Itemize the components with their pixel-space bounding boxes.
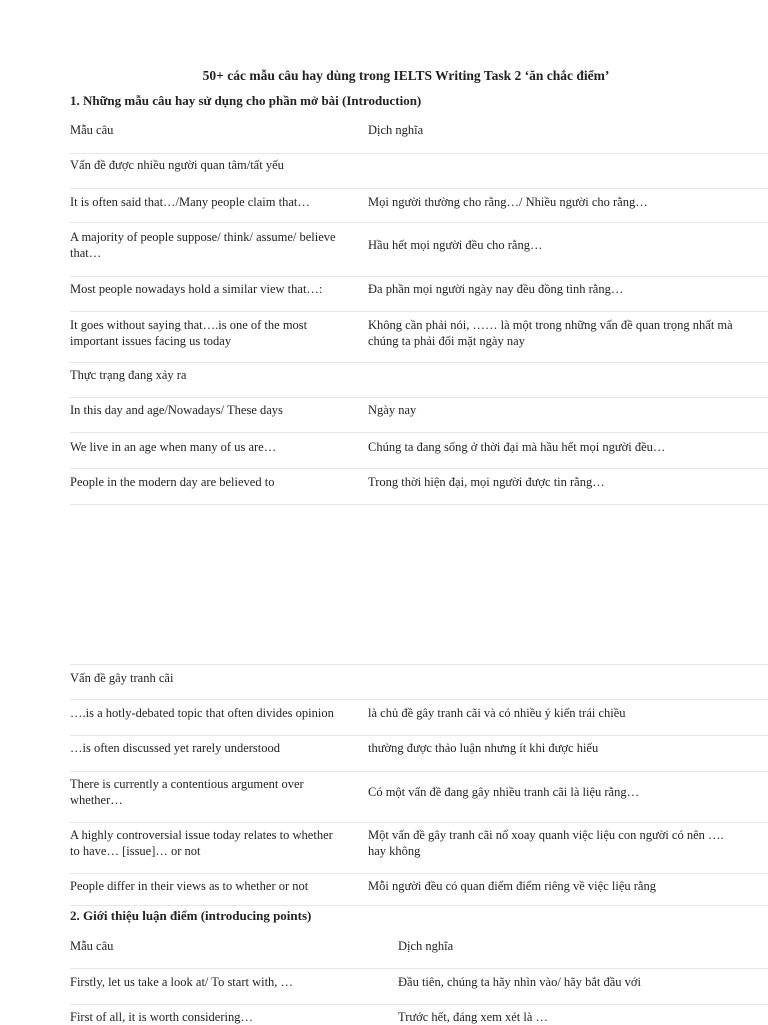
table-row-phrase: It goes without saying that….is one of the most important issues facing us today: [70, 318, 308, 348]
table-row-translation: Mọi người thường cho rằng…/ Nhiều người cho rằng…: [368, 195, 648, 209]
row-divider: [70, 153, 768, 154]
row-divider: [70, 699, 768, 700]
table-row-translation: Chúng ta đang sống ở thời đại mà hầu hết mọi người đều…: [368, 440, 666, 454]
row-divider: [70, 432, 768, 433]
table-row-translation: Đầu tiên, chúng ta hãy nhìn vào/ hãy bắt đầu với: [398, 975, 642, 989]
table-header-phrase: Mẫu câu: [70, 939, 114, 953]
table-row-translation: Mỗi người đều có quan điểm điểm riêng về việc liệu rằng: [368, 879, 656, 893]
row-divider: [70, 664, 768, 665]
table-row-phrase: There is currently a contentious argument over whether…: [70, 777, 304, 807]
table-row-phrase: It is often said that…/Many people claim that…: [70, 195, 310, 209]
row-divider: [70, 905, 768, 906]
row-divider: [70, 504, 768, 505]
table-row-translation: Không cần phải nói, …… là một trong những vấn đề quan trọng nhất mà chúng ta phải đối mặt ngày nay: [368, 318, 733, 348]
table-row-phrase: We live in an age when many of us are…: [70, 440, 277, 454]
table-row-translation: Hầu hết mọi người đều cho rằng…: [368, 238, 543, 252]
row-divider: [70, 222, 768, 223]
table-row-translation: thường được thảo luận nhưng ít khi được hiểu: [368, 741, 599, 755]
table-row-phrase: A majority of people suppose/ think/ assume/ believe that…: [70, 230, 336, 260]
table-row-translation: là chủ đề gây tranh cãi và có nhiều ý kiến trái chiều: [368, 706, 626, 720]
table-header-translation: Dịch nghĩa: [368, 123, 424, 137]
table-row-translation: Ngày nay: [368, 403, 417, 417]
row-divider: [70, 735, 768, 736]
table-row-translation: Đa phần mọi người ngày nay đều đồng tình rằng…: [368, 282, 624, 296]
table-row-phrase: Thực trạng đang xảy ra: [70, 368, 187, 382]
table-row-phrase: ….is a hotly-debated topic that often divides opinion: [70, 706, 334, 720]
row-divider: [70, 822, 768, 823]
table-row-phrase: People differ in their views as to whether or not: [70, 879, 309, 893]
row-divider: [70, 1004, 768, 1005]
table-header-translation: Dịch nghĩa: [398, 939, 454, 953]
row-divider: [70, 468, 768, 469]
row-divider: [70, 968, 768, 969]
table-header-phrase: Mẫu câu: [70, 123, 114, 137]
table-row-phrase: Vấn đề được nhiều người quan tâm/tất yếu: [70, 158, 284, 172]
table-row-translation: Trong thời hiện đại, mọi người được tin rằng…: [368, 475, 605, 489]
row-divider: [70, 873, 768, 874]
row-divider: [70, 397, 768, 398]
section-2-heading: 2. Giới thiệu luận điểm (introducing points): [70, 908, 312, 923]
table-row-phrase: Vấn đề gây tranh cãi: [70, 671, 174, 685]
table-row-translation: Trước hết, đáng xem xét là …: [398, 1010, 549, 1024]
row-divider: [70, 276, 768, 277]
table-row-phrase: Most people nowadays hold a similar view that…:: [70, 282, 323, 296]
row-divider: [70, 311, 768, 312]
table-row-phrase: Firstly, let us take a look at/ To start with, …: [70, 975, 294, 989]
table-row-phrase: A highly controversial issue today relates to whether to have… [issue]… or not: [70, 828, 333, 858]
row-divider: [70, 188, 768, 189]
row-divider: [70, 771, 768, 772]
document-title: 50+ các mẫu câu hay dùng trong IELTS Writing Task 2 ‘ăn chắc điểm’: [202, 68, 610, 83]
section-1-heading: 1. Những mẫu câu hay sử dụng cho phần mở bài (Introduction): [70, 93, 422, 108]
table-row-translation: Có một vấn đề đang gây nhiều tranh cãi là liệu rằng…: [368, 785, 640, 799]
table-row-phrase: People in the modern day are believed to: [70, 475, 275, 489]
table-row-phrase: …is often discussed yet rarely understood: [70, 741, 281, 755]
table-row-phrase: In this day and age/Nowadays/ These days: [70, 403, 283, 417]
table-row-phrase: First of all, it is worth considering…: [70, 1010, 253, 1024]
row-divider: [70, 362, 768, 363]
table-row-translation: Một vấn đề gây tranh cãi nổ xoay quanh việc liệu con người có nên …. hay không: [368, 828, 724, 858]
